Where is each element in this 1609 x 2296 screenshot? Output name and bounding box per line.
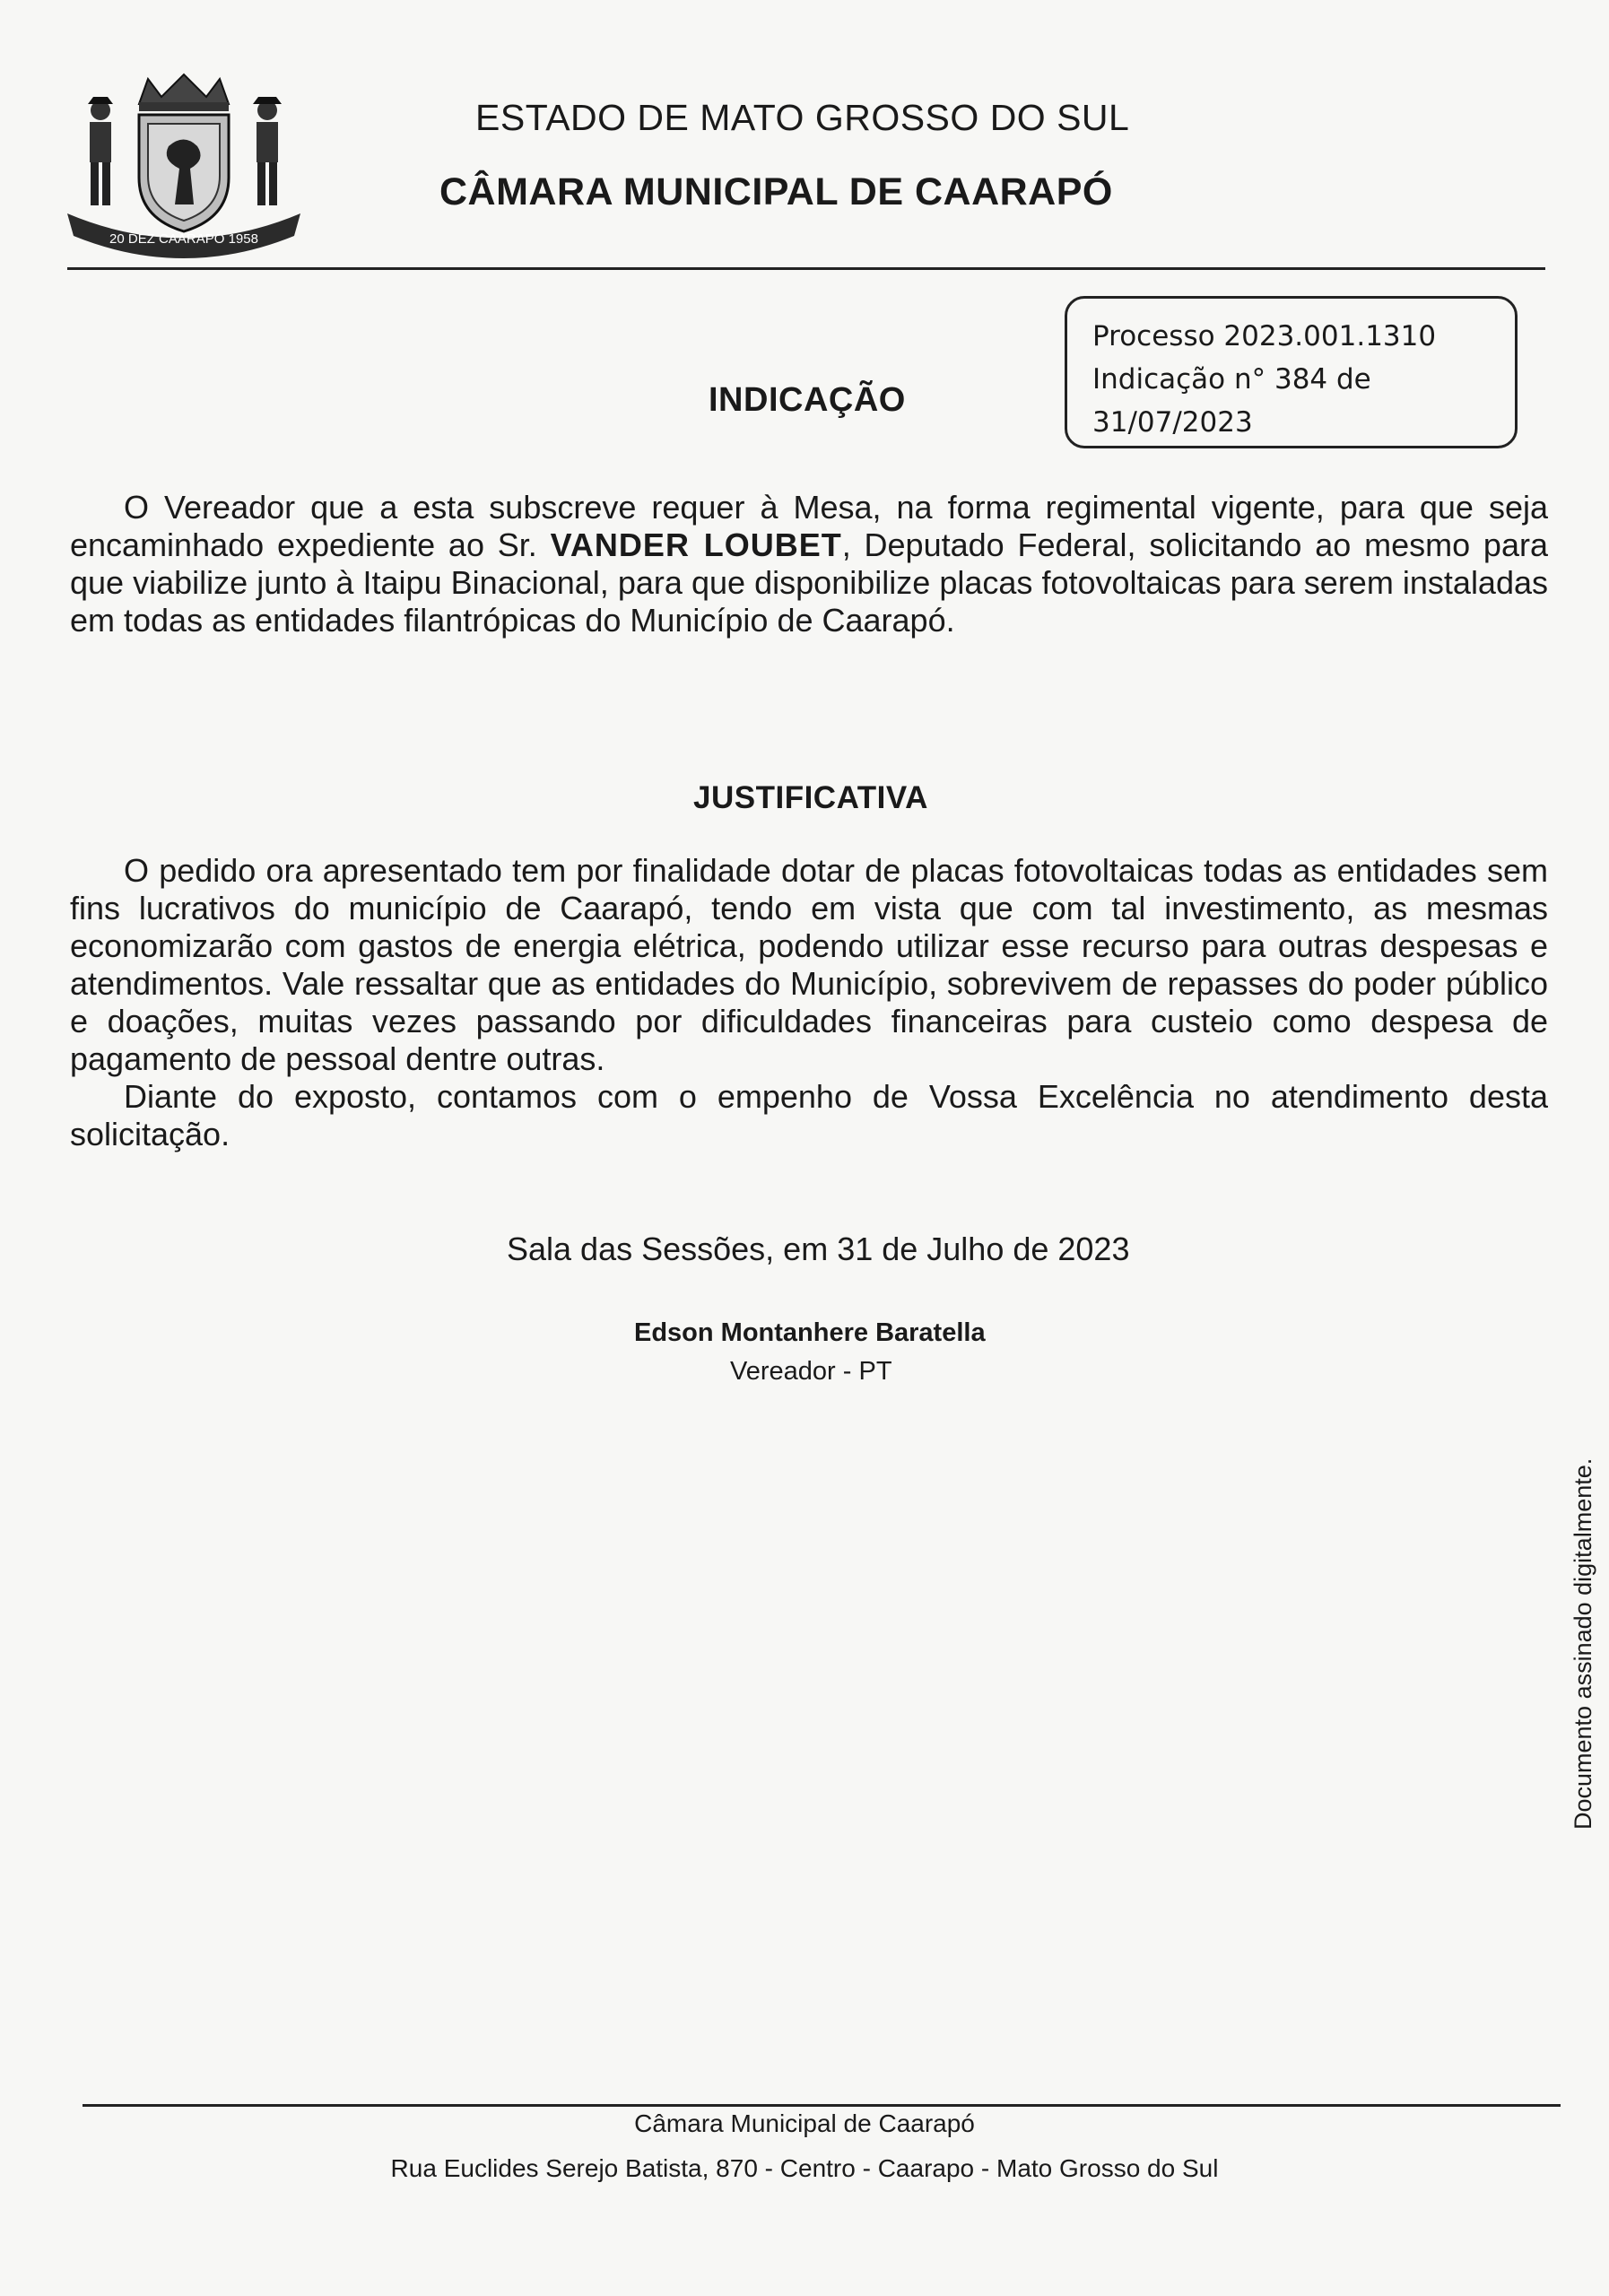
justificativa-paragraph-2: Diante do exposto, contamos com o empenho de Vossa Excelência no atendimento desta solicitação. bbox=[70, 1078, 1548, 1152]
justificativa-heading: JUSTIFICATIVA bbox=[693, 780, 928, 815]
footer-institution: Câmara Municipal de Caarapó bbox=[634, 2109, 975, 2137]
footer-divider bbox=[83, 2104, 1561, 2107]
indicacao-body bbox=[70, 489, 1548, 639]
justificativa-body bbox=[70, 852, 1548, 1153]
justificativa-paragraph-1: O pedido ora apresentado tem por finalidade dotar de placas fotovoltaicas todas as entidades sem fins lucrativos do município de Caarapó, tendo em vista que com tal investimento, as mesmas economizarão com gastos de energia elétrica, podendo utilizar esse recurso para outras despesas e atendimentos. Vale ressaltar que as entidades do Município, sobrevivem de repasses do poder público e doações, muitas vezes passando por dificuldades financeiras para custeio como despesa de pagamento de pessoal dentre outras. bbox=[70, 852, 1548, 1077]
chamber-title: CÂMARA MUNICIPAL DE CAARAPÓ bbox=[439, 170, 1113, 213]
indicacao-text-before: O Vereador que a esta subscreve requer à Mesa, na forma regimental vigente, para que seja encaminhado expediente ao Sr. bbox=[70, 489, 1548, 563]
municipal-crest-logo bbox=[63, 70, 305, 258]
recipient-name: VANDER LOUBET bbox=[550, 526, 842, 563]
state-title: ESTADO DE MATO GROSSO DO SUL bbox=[475, 97, 1130, 138]
digital-signature-note: Documento assinado digitalmente. bbox=[1570, 1457, 1596, 1830]
process-number: Processo 2023.001.1310 bbox=[1092, 320, 1437, 352]
svg-text:20 DEZ CAARAPÓ 1958: 20 DEZ CAARAPÓ 1958 bbox=[109, 231, 258, 247]
indicacao-heading: INDICAÇÃO bbox=[709, 381, 906, 419]
indicacao-date: 31/07/2023 bbox=[1092, 406, 1253, 439]
header-divider bbox=[67, 267, 1545, 270]
indicacao-text-after: , Deputado Federal, solicitando ao mesmo para que viabilize junto à Itaipu Binacional, para que disponibilize placas fotovoltaicas para serem instaladas em todas as entidades filantrópicas do Município de Caarapó. bbox=[70, 526, 1548, 639]
signer-role: Vereador - PT bbox=[730, 1357, 892, 1386]
process-info-box bbox=[1065, 296, 1518, 448]
indicacao-number: Indicação n° 384 de bbox=[1092, 363, 1371, 396]
place-date: Sala das Sessões, em 31 de Julho de 2023 bbox=[507, 1231, 1130, 1267]
signer-name: Edson Montanhere Baratella bbox=[634, 1318, 986, 1347]
footer-address: Rua Euclides Serejo Batista, 870 - Centro - Caarapo - Mato Grosso do Sul bbox=[390, 2154, 1219, 2182]
